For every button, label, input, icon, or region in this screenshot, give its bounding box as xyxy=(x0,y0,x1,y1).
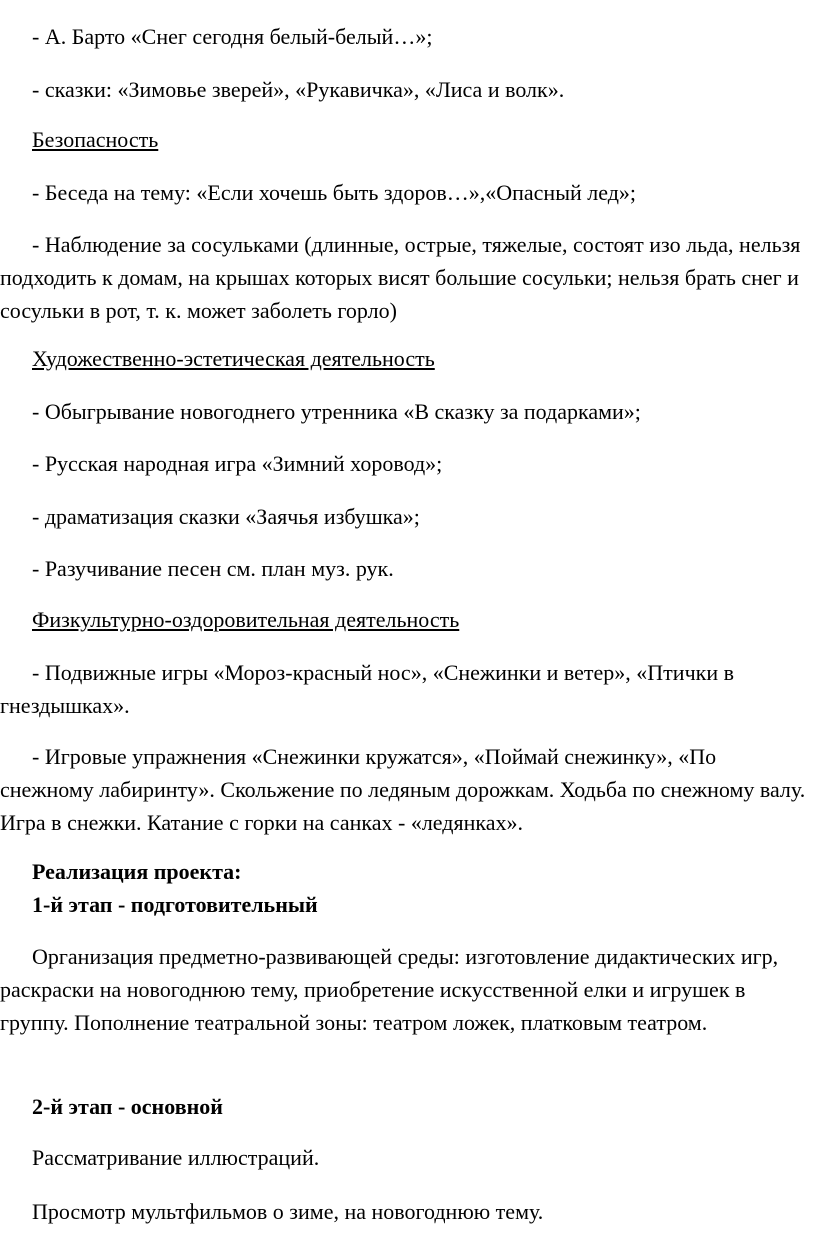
safety-talk-line: - Беседа на тему: «Если хочешь быть здоров…»,«Опасный лед»; xyxy=(32,180,637,205)
project-heading: Реализация проекта: xyxy=(32,859,242,884)
folk-game-line: - Русская народная игра «Зимний хоровод»; xyxy=(32,451,443,476)
cartoons-line: Просмотр мультфильмов о зиме, на новогоднюю тему. xyxy=(32,1199,544,1224)
stage1-heading: 1-й этап - подготовительный xyxy=(32,892,318,917)
stage1-paragraph: Организация предметно-развивающей среды: изготовление дидактических игр, раскраски на новогоднюю тему, приобретение искусственной елки и игрушек в группу. Пополнение театральной зоны: театром ложек, платковым театром. xyxy=(0,944,779,1035)
songs-line: - Разучивание песен см. план муз. рук. xyxy=(32,556,394,581)
dramatization-line: - драматизация сказки «Заячья избушка»; xyxy=(32,504,420,529)
icicles-observation-paragraph: - Наблюдение за сосульками (длинные, острые, тяжелые, состоят изо льда, нельзя подходить к домам, на крышах которых висят большие сосульки; нельзя брать снег и сосульки в рот, т. к. может заболеть горло) xyxy=(0,232,801,323)
safety-heading: Безопасность xyxy=(32,127,159,152)
pe-activity-heading: Физкультурно-оздоровительная деятельность xyxy=(32,607,460,632)
art-activity-heading: Художественно-эстетическая деятельность xyxy=(32,346,435,371)
matinee-line: - Обыгрывание новогоднего утренника «В сказку за подарками»; xyxy=(32,399,641,424)
fairy-tales-line: - сказки: «Зимовье зверей», «Рукавичка», «Лиса и волк». xyxy=(32,77,565,102)
stage2-heading: 2-й этап - основной xyxy=(32,1094,223,1119)
poem-barto-line: - А. Барто «Снег сегодня белый-белый…»; xyxy=(32,24,433,49)
outdoor-games-paragraph: - Подвижные игры «Мороз-красный нос», «Снежинки и ветер», «Птички в гнездышках». xyxy=(0,660,734,718)
illustrations-line: Рассматривание иллюстраций. xyxy=(32,1145,320,1170)
exercises-paragraph: - Игровые упражнения «Снежинки кружатся», «Поймай снежинку», «По снежному лабиринту». Скольжение по ледяным дорожкам. Ходьба по снежному валу. Игра в снежки. Катание с горки на санках - «ледянках». xyxy=(0,744,806,835)
